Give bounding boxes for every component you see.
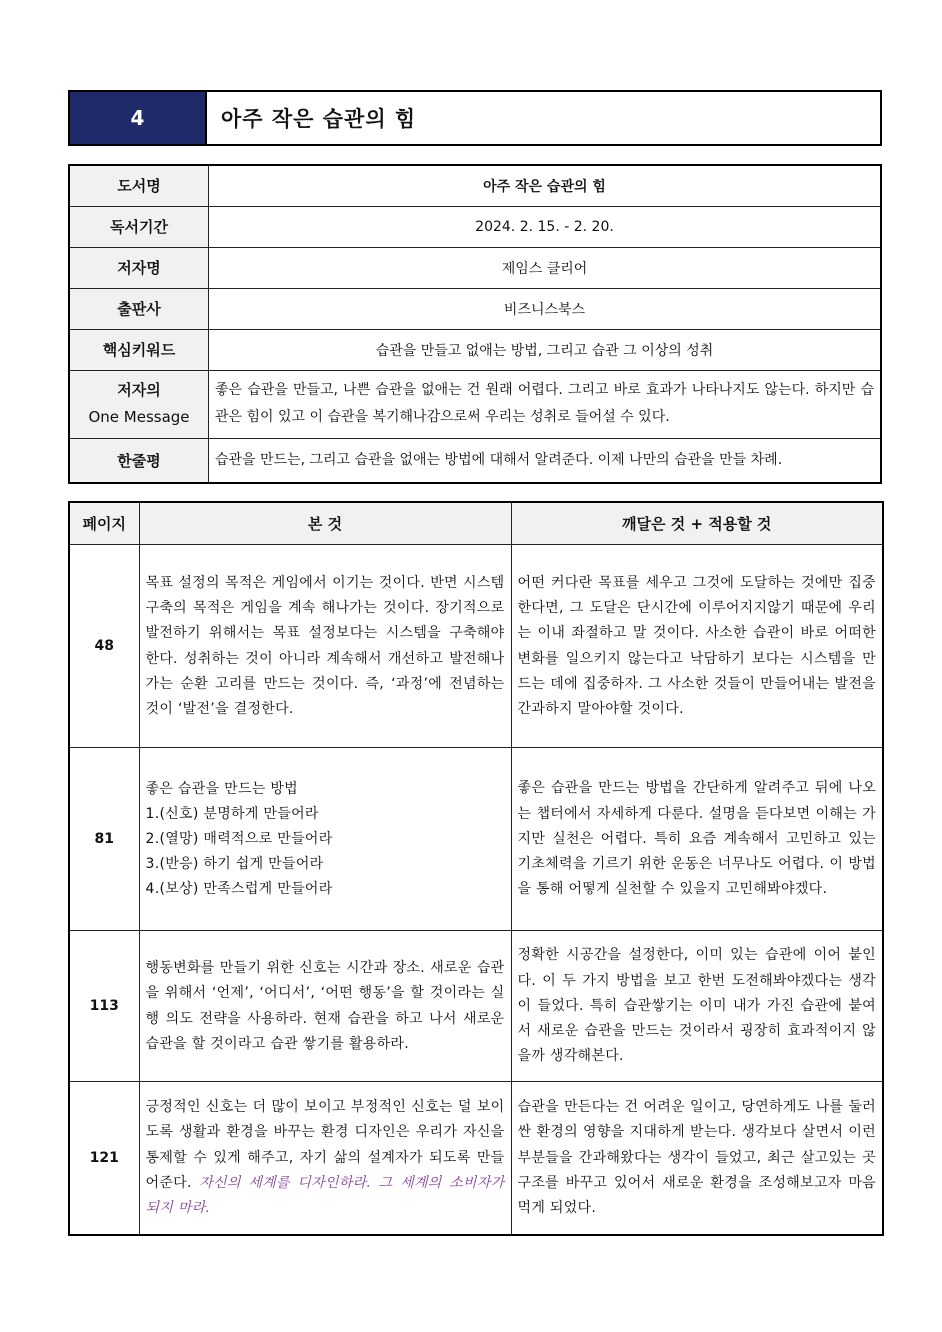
col-seen-header: 본 것	[139, 502, 511, 545]
note-page: 113	[69, 931, 139, 1082]
info-row-message	[69, 370, 881, 438]
book-info-table	[68, 164, 882, 484]
period-value: 2024. 2. 15. - 2. 20.	[209, 206, 882, 247]
col-learned-header: 깨달은 것 + 적용할 것	[511, 502, 883, 545]
note-list-item: 4.(보상) 만족스럽게 만들어라	[145, 881, 333, 897]
note-row	[69, 1082, 883, 1235]
note-page: 48	[69, 545, 139, 748]
chapter-header	[68, 90, 882, 146]
review-value: 습관을 만드는, 그리고 습관을 없애는 방법에 대해서 알려준다. 이제 나만의 습관을 만들 차례.	[209, 438, 882, 483]
note-learned: 좋은 습관을 만드는 방법을 간단하게 알려주고 뒤에 나오는 챕터에서 자세하게 다룬다. 설명을 듣다보면 이해는 가지만 실천은 어렵다. 특히 요즘 계속해서 고민하고 있는 기초체력을 기르기 위한 운동은 너무나도 어렵다. 이 방법을 통해 어떻게 실천할 수 있을지 고민해봐야겠다.	[511, 748, 883, 931]
note-list-item: 3.(반응) 하기 쉽게 만들어라	[145, 856, 324, 872]
keyword-label: 핵심키워드	[69, 329, 209, 370]
review-label: 한줄평	[69, 438, 209, 483]
info-row-keyword	[69, 329, 881, 370]
period-label: 독서기간	[69, 206, 209, 247]
note-seen	[139, 1082, 511, 1235]
chapter-number: 4	[70, 92, 207, 144]
note-seen-text: 긍정적인 신호는 더 많이 보이고 부정적인 신호는 덜 보이도록 생활과 환경을 바꾸는 환경 디자인은 우리가 자신을 통제할 수 있게 해주고, 자기 삶의 설계자가 되도록 만들어준다.	[145, 1099, 505, 1191]
note-learned: 정확한 시공간을 설정한다, 이미 있는 습관에 이어 붙인다. 이 두 가지 방법을 보고 한번 도전해봐야겠다는 생각이 들었다. 특히 습관쌓기는 이미 내가 가진 습관에 붙여서 새로운 습관을 만드는 것이라서 굉장히 효과적이지 않을까 생각해본다.	[511, 931, 883, 1082]
note-row	[69, 748, 883, 931]
note-list-item: 1.(신호) 분명하게 만들어라	[145, 806, 319, 822]
note-seen: 목표 설정의 목적은 게임에서 이기는 것이다. 반면 시스템 구축의 목적은 게임을 계속 해나가는 것이다. 장기적으로 발전하기 위해서는 목표 설정보다는 시스템을 구축해야 한다. 성취하는 것이 아니라 계속해서 개선하고 발전해나가는 순환 고리를 만드는 것이다. 즉, ‘과정’에 전념하는 것이 ‘발전’을 결정한다.	[139, 545, 511, 748]
message-value: 좋은 습관을 만들고, 나쁜 습관을 없애는 건 원래 어렵다. 그리고 바로 효과가 나타나지도 않는다. 하지만 습관은 힘이 있고 이 습관을 복기해나감으로써 우리는 성취로 들어설 수 있다.	[209, 370, 882, 438]
note-page: 81	[69, 748, 139, 931]
publisher-value: 비즈니스북스	[209, 288, 882, 329]
book-title-label: 도서명	[69, 165, 209, 206]
note-row	[69, 545, 883, 748]
publisher-label: 출판사	[69, 288, 209, 329]
note-learned: 어떤 커다란 목표를 세우고 그것에 도달하는 것에만 집중한다면, 그 도달은 단시간에 이루어지지않기 때문에 우리는 이내 좌절하고 말 것이다. 사소한 습관이 바로 어떠한 변화를 일으키지 않는다고 낙담하기 보다는 시스템을 만드는 데에 집중하자. 그 사소한 것들이 만들어내는 발전을 간과하지 말아야할 것이다.	[511, 545, 883, 748]
info-row-review	[69, 438, 881, 483]
note-list-item: 2.(열망) 매력적으로 만들어라	[145, 831, 333, 847]
info-row-title	[69, 165, 881, 206]
info-row-period	[69, 206, 881, 247]
note-row	[69, 931, 883, 1082]
reading-notes-table	[68, 501, 884, 1236]
chapter-title: 아주 작은 습관의 힘	[221, 107, 417, 131]
col-page-header: 페이지	[69, 502, 139, 545]
notes-header-row	[69, 502, 883, 545]
book-title-value: 아주 작은 습관의 힘	[209, 165, 882, 206]
note-seen-emphasis: 자신의 세계를 디자인하라. 그 세계의 소비자가 되지 마라.	[145, 1174, 505, 1217]
note-learned: 습관을 만든다는 건 어려운 일이고, 당연하게도 나를 둘러싼 환경의 영향을 지대하게 받는다. 생각보다 살면서 이런 부분들을 간과해왔다는 생각이 들었고, 최근 살고있는 곳 구조를 바꾸고 있어서 새로운 환경을 조성해보고자 마음먹게 되었다.	[511, 1082, 883, 1235]
info-row-publisher	[69, 288, 881, 329]
message-label-line2: One Message	[88, 408, 190, 426]
note-page: 121	[69, 1082, 139, 1235]
note-list-item: 좋은 습관을 만드는 방법	[145, 781, 298, 797]
message-label-line1: 저자의	[117, 381, 161, 399]
note-seen: 행동변화를 만들기 위한 신호는 시간과 장소. 새로운 습관을 위해서 ‘언제’, ‘어디서’, ‘어떤 행동’을 할 것이라는 실행 의도 전략을 사용하라. 현재 습관을 하고 나서 새로운 습관을 할 것이라고 습관 쌓기를 활용하라.	[139, 931, 511, 1082]
author-label: 저자명	[69, 247, 209, 288]
author-value: 제임스 클리어	[209, 247, 882, 288]
note-seen-list	[139, 748, 511, 931]
info-row-author	[69, 247, 881, 288]
keyword-value: 습관을 만들고 없애는 방법, 그리고 습관 그 이상의 성취	[209, 329, 882, 370]
message-label	[69, 370, 209, 438]
